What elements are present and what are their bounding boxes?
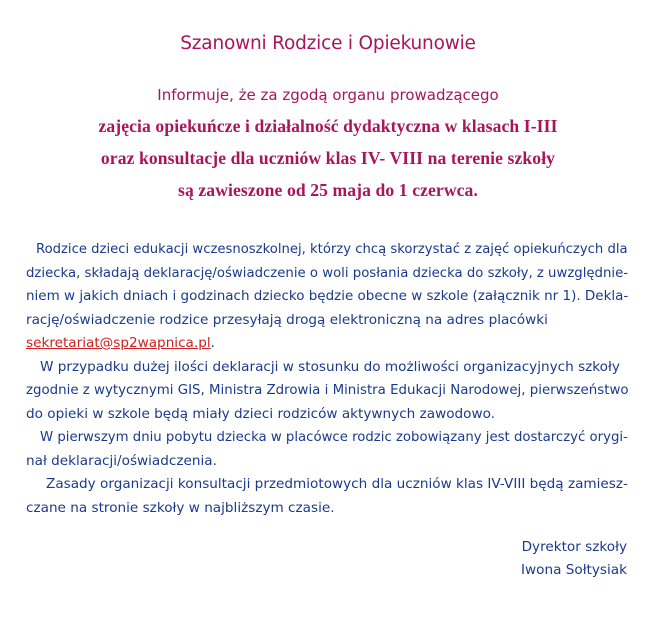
paragraph-4-line: czane na stronie szkoły w najbliższym czasie. xyxy=(26,499,335,516)
paragraph-1-line: niem w jakich dniach i godzinach dziecko będzie obecne w szkole (załącznik nr 1). Dekla- xyxy=(26,288,629,304)
paragraph-1-line: dziecka, składają deklarację/oświadczenie o woli posłania dziecka do szkoły, z uwzględnie- xyxy=(26,265,629,281)
signature-block xyxy=(521,536,627,582)
headline-line-3: są zawieszone od 25 maja do 1 czerwca. xyxy=(178,180,478,200)
paragraph-2-line: do opieki w szkole będą miały dzieci rodziców aktywnych zawodowo. xyxy=(26,405,495,422)
intro-line: Informuje, że za zgodą organu prowadzącego xyxy=(157,86,499,104)
signature-title: Dyrektor szkoły xyxy=(521,539,627,555)
signature-name: Iwona Sołtysiak xyxy=(521,562,627,578)
paragraph-3-line: nał deklaracji/oświadczenia. xyxy=(26,452,217,469)
headline-line-1: zajęcia opiekuńcze i działalność dydaktyczna w klasach I-III xyxy=(98,116,558,136)
paragraph-3-line: W pierwszym dniu pobytu dziecka w placówce rodzic zobowiązany jest dostarczyć orygi- xyxy=(40,430,628,445)
paragraph-1-line: Rodzice dzieci edukacji wczesnoszkolnej, którzy chcą skorzystać z zajęć opiekuńczych dla xyxy=(36,242,628,257)
paragraph-2-line: W przypadku dużej ilości deklaracji w stosunku do możliwości organizacyjnych szkoły xyxy=(40,358,620,375)
paragraph-1-line xyxy=(26,332,628,356)
paragraph-1-line: rację/oświadczenie rodzice przesyłają drogą elektroniczną na adres placówki xyxy=(26,311,548,328)
email-suffix: . xyxy=(210,335,215,351)
email-link[interactable]: sekretariat@sp2wapnica.pl xyxy=(26,335,211,351)
headline-line-2: oraz konsultacje dla uczniów klas IV- VIII na terenie szkoły xyxy=(100,148,556,168)
paragraph-2-line: zgodnie z wytycznymi GIS, Ministra Zdrowia i Ministra Edukacji Narodowej, pierwszeństwo xyxy=(26,383,629,398)
body-text xyxy=(26,238,628,520)
greeting-heading: Szanowni Rodzice i Opiekunowie xyxy=(180,33,476,54)
paragraph-4-line: Zasady organizacji konsultacji przedmiotowych dla uczniów klas IV-VIII będą zamiesz- xyxy=(46,476,628,492)
